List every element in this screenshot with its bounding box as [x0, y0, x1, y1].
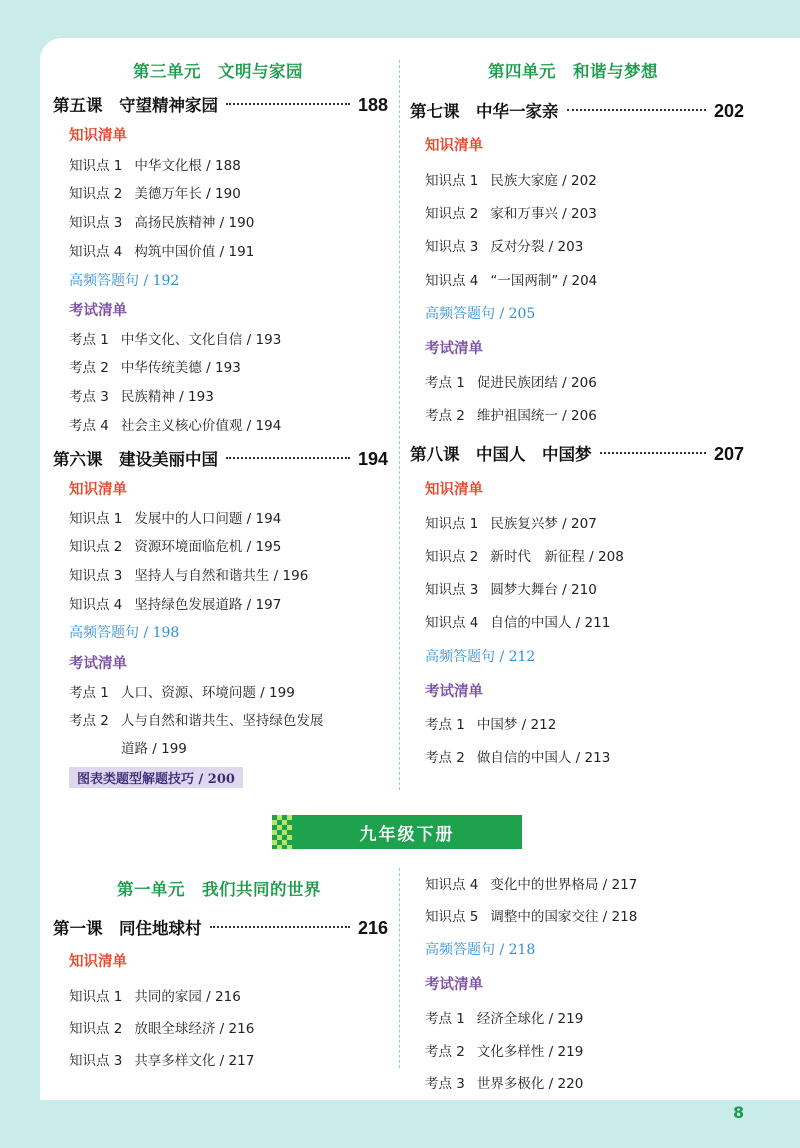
lesson-row[interactable] [410, 441, 744, 465]
list-item[interactable]: 知识点 1 民族复兴梦 / 207 [425, 516, 597, 532]
column-divider-lower [399, 868, 400, 1068]
unit-title: 第四单元 和谐与梦想 [488, 62, 658, 81]
list-item[interactable]: 考点 1 中国梦 / 212 [425, 717, 557, 733]
list-item[interactable]: 考点 3 世界多极化 / 220 [425, 1076, 584, 1092]
knowledge-heading: 知识清单 [69, 482, 127, 498]
lesson-title: 第七课 中华一家亲 [410, 102, 559, 121]
list-item[interactable]: 知识点 3 坚持人与自然和谐共生 / 196 [69, 568, 309, 584]
leader-dots [226, 103, 350, 105]
lesson-title: 第六课 建设美丽中国 [53, 450, 218, 469]
freq-link[interactable]: 高频答题句 / 192 [69, 273, 180, 289]
list-item[interactable]: 考点 4 社会主义核心价值观 / 194 [69, 418, 282, 434]
knowledge-heading: 知识清单 [69, 128, 127, 144]
list-item[interactable]: 知识点 3 共享多样文化 / 217 [69, 1053, 255, 1069]
lesson-page: 194 [357, 449, 388, 469]
list-item[interactable]: 知识点 4 自信的中国人 / 211 [425, 615, 611, 631]
list-item[interactable]: 知识点 2 家和万事兴 / 203 [425, 206, 597, 222]
list-item[interactable]: 知识点 2 新时代 新征程 / 208 [425, 549, 624, 565]
list-item[interactable]: 知识点 5 调整中的国家交往 / 218 [425, 909, 638, 925]
list-item[interactable]: 知识点 3 圆梦大舞台 / 210 [425, 582, 597, 598]
exam-heading: 考试清单 [425, 341, 483, 357]
freq-link[interactable]: 高频答题句 / 218 [425, 942, 536, 958]
lesson-page: 216 [357, 918, 388, 938]
lesson-row[interactable] [410, 98, 744, 122]
exam-heading: 考试清单 [69, 303, 127, 319]
list-item[interactable]: 知识点 1 发展中的人口问题 / 194 [69, 511, 282, 527]
grade-banner [272, 815, 522, 849]
list-item[interactable]: 知识点 4 “一国两制” / 204 [425, 273, 598, 289]
knowledge-heading: 知识清单 [425, 482, 483, 498]
list-item[interactable]: 知识点 3 反对分裂 / 203 [425, 239, 584, 255]
freq-link[interactable]: 高频答题句 / 205 [425, 306, 536, 322]
list-item[interactable]: 知识点 1 共同的家园 / 216 [69, 989, 241, 1005]
list-item[interactable]: 考点 1 中华文化、文化自信 / 193 [69, 332, 282, 348]
lesson-row[interactable] [53, 915, 388, 939]
lesson-title: 第八课 中国人 中国梦 [410, 445, 592, 464]
list-item[interactable]: 知识点 2 资源环境面临危机 / 195 [69, 539, 282, 555]
exam-heading: 考试清单 [425, 684, 483, 700]
lesson-page: 207 [713, 444, 744, 464]
lesson-title: 第五课 守望精神家园 [53, 96, 218, 115]
list-item[interactable]: 知识点 4 坚持绿色发展道路 / 197 [69, 597, 282, 613]
list-item[interactable]: 知识点 4 构筑中国价值 / 191 [69, 244, 255, 260]
list-item[interactable]: 考点 2 文化多样性 / 219 [425, 1044, 584, 1060]
knowledge-heading: 知识清单 [425, 138, 483, 154]
list-item[interactable]: 考点 2 人与自然和谐共生、坚持绿色发展 [69, 713, 324, 729]
list-item[interactable]: 考点 1 经济全球化 / 219 [425, 1011, 584, 1027]
page-number: 8 [733, 1103, 745, 1122]
tip-link[interactable]: 图表类题型解题技巧 / 200 [69, 767, 243, 788]
list-item[interactable]: 考点 1 人口、资源、环境问题 / 199 [69, 685, 295, 701]
list-item-continuation: 道路 / 199 [121, 741, 187, 757]
list-item[interactable]: 考点 1 促进民族团结 / 206 [425, 375, 597, 391]
leader-dots [210, 926, 350, 928]
lesson-row[interactable] [53, 92, 388, 116]
column-divider [399, 60, 400, 790]
list-item[interactable]: 知识点 2 美德万年长 / 190 [69, 186, 241, 202]
freq-link[interactable]: 高频答题句 / 198 [69, 625, 180, 641]
list-item[interactable]: 知识点 2 放眼全球经济 / 216 [69, 1021, 255, 1037]
list-item[interactable]: 考点 2 维护祖国统一 / 206 [425, 408, 597, 424]
checker-pattern [272, 815, 292, 849]
list-item[interactable]: 知识点 4 变化中的世界格局 / 217 [425, 877, 638, 893]
knowledge-heading: 知识清单 [69, 954, 127, 970]
list-item[interactable]: 知识点 1 民族大家庭 / 202 [425, 173, 597, 189]
banner-title: 九年级下册 [359, 824, 455, 845]
unit-title: 第三单元 文明与家园 [133, 62, 303, 81]
freq-link[interactable]: 高频答题句 / 212 [425, 649, 536, 665]
list-item[interactable]: 考点 3 民族精神 / 193 [69, 389, 214, 405]
lesson-row[interactable] [53, 446, 388, 470]
leader-dots [226, 457, 350, 459]
list-item[interactable]: 考点 2 做自信的中国人 / 213 [425, 750, 611, 766]
lesson-page: 188 [357, 95, 388, 115]
leader-dots [600, 452, 706, 454]
unit-title: 第一单元 我们共同的世界 [117, 880, 321, 899]
list-item[interactable]: 知识点 3 高扬民族精神 / 190 [69, 215, 255, 231]
exam-heading: 考试清单 [69, 656, 127, 672]
exam-heading: 考试清单 [425, 977, 483, 993]
lesson-page: 202 [713, 101, 744, 121]
list-item[interactable]: 知识点 1 中华文化根 / 188 [69, 158, 241, 174]
lesson-title: 第一课 同住地球村 [53, 919, 202, 938]
leader-dots [567, 109, 706, 111]
list-item[interactable]: 考点 2 中华传统美德 / 193 [69, 360, 241, 376]
